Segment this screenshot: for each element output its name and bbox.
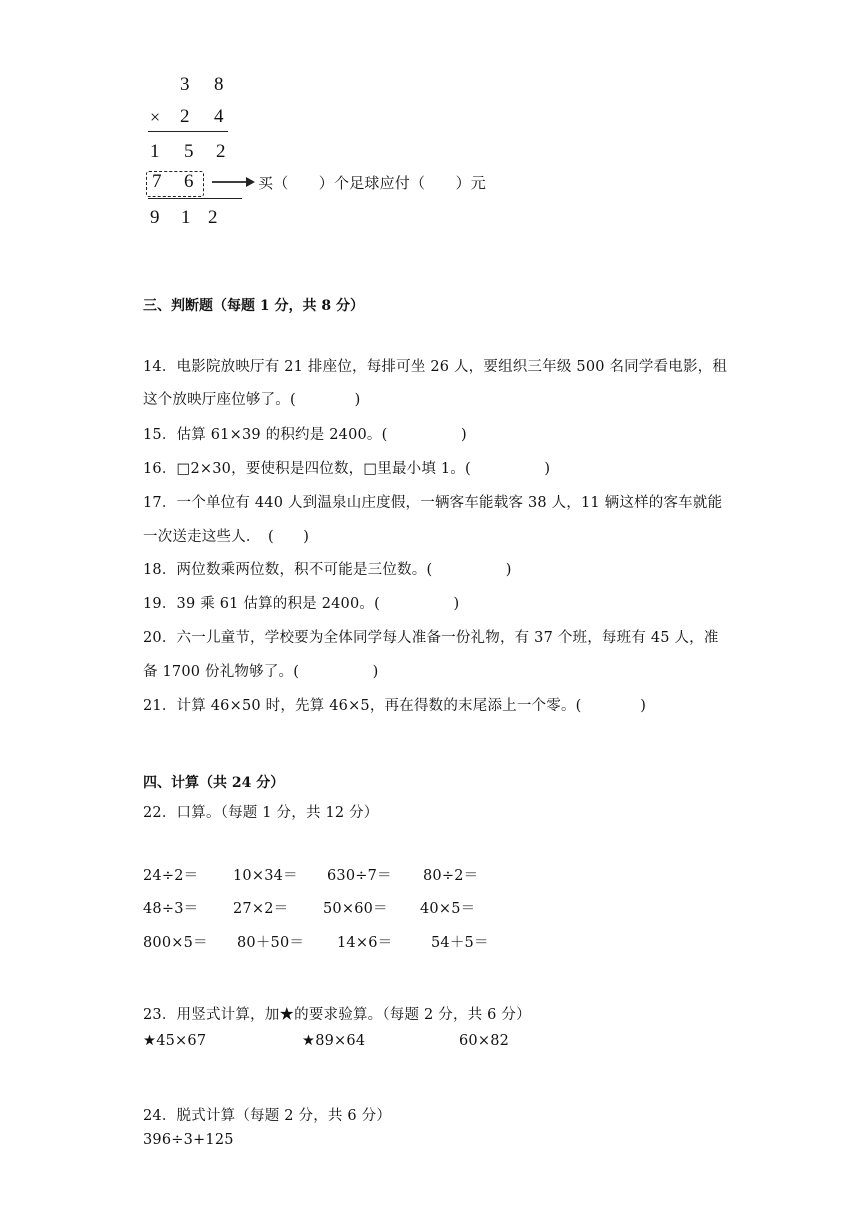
question-14-line1: 14．电影院放映厅有 21 排座位，每排可坐 26 人，要组织三年级 500 名同学看电影，租 <box>143 359 728 375</box>
digit: 2 <box>208 207 218 228</box>
oral-item: 14×6＝ <box>337 935 393 951</box>
oral-item: 40×5＝ <box>420 901 476 917</box>
digit: 1 <box>150 141 160 162</box>
oral-item: 27×2＝ <box>233 901 289 917</box>
question-17-line1: 17．一个单位有 440 人到温泉山庄度假，一辆客车能载客 38 人，11 辆这样的客车就能 <box>143 495 723 511</box>
question-23: 23．用竖式计算，加★的要求验算。（每题 2 分，共 6 分） <box>143 1007 531 1023</box>
digit: 5 <box>184 141 194 162</box>
digit: 1 <box>181 207 191 228</box>
oral-item: 48÷3＝ <box>143 901 199 917</box>
oral-item: 80＋50＝ <box>237 935 305 951</box>
digit: 2 <box>216 141 226 162</box>
question-20-line2: 备 1700 份礼物够了。( ) <box>143 664 379 680</box>
oral-item: 630÷7＝ <box>327 868 392 884</box>
oral-item: 54＋5＝ <box>431 935 489 951</box>
q23-item: ★89×64 <box>302 1033 366 1049</box>
digit: 7 <box>152 171 162 192</box>
oral-item: 10×34＝ <box>233 868 298 884</box>
digit: 2 <box>180 106 190 127</box>
oral-item: 24÷2＝ <box>143 868 199 884</box>
question-18: 18．两位数乘两位数，积不可能是三位数。( ) <box>143 562 512 578</box>
question-20-line1: 20．六一儿童节，学校要为全体同学每人准备一份礼物，有 37 个班，每班有 45 人，准 <box>143 630 719 646</box>
question-15: 15．估算 61×39 的积约是 2400。( ) <box>143 427 467 443</box>
section-title: 三、判断题（每题 1 分，共 8 分） <box>143 298 364 314</box>
question-19: 19．39 乘 61 估算的积是 2400。( ) <box>143 596 460 612</box>
question-22 <box>143 801 379 822</box>
question-21: 21．计算 46×50 时，先算 46×5，再在得数的末尾添上一个零。( ) <box>143 698 647 714</box>
question-16: 16．□2×30，要使积是四位数，□里最小填 1。( ) <box>143 461 551 477</box>
digit: 3 <box>180 74 190 95</box>
q24-item: 396÷3+125 <box>143 1132 234 1148</box>
digit: 6 <box>184 171 194 192</box>
digit: 4 <box>214 106 224 127</box>
sum-line <box>148 198 242 199</box>
question-22-text: 22．口算。（每题 1 分，共 12 分） <box>143 805 379 821</box>
annotation-text: 买（ ）个足球应付（ ）元 <box>258 174 487 192</box>
product-line <box>148 131 228 132</box>
digit: 9 <box>150 207 160 228</box>
question-24: 24．脱式计算（每题 2 分，共 6 分） <box>143 1108 392 1124</box>
oral-item: 800×5＝ <box>143 935 208 951</box>
times-sign: × <box>150 107 161 127</box>
oral-item: 80÷2＝ <box>423 868 479 884</box>
question-17-line2: 一次送走这些人． ( ) <box>143 529 310 545</box>
q23-item: 60×82 <box>459 1033 510 1049</box>
arrow-icon <box>210 174 256 190</box>
question-14-line2: 这个放映厅座位够了。( ) <box>143 392 361 408</box>
section-title: 四、计算（共 24 分） <box>143 775 285 791</box>
oral-item: 50×60＝ <box>323 901 388 917</box>
digit: 8 <box>214 74 224 95</box>
q23-item: ★45×67 <box>143 1033 207 1049</box>
